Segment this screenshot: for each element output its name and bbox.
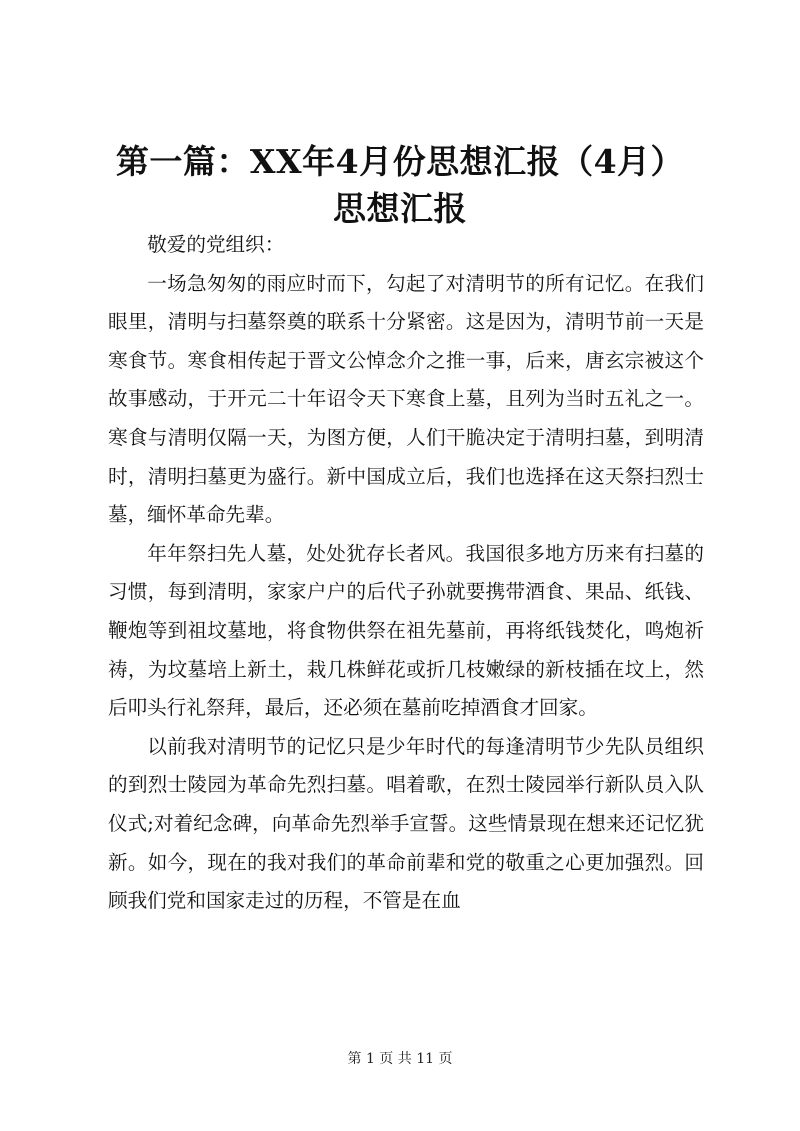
- document-body: [108, 226, 704, 921]
- paragraph: 以前我对清明节的记忆只是少年时代的每逢清明节少先队员组织的到烈士陵园为革命先烈扫墓。唱着歌，在烈士陵园举行新队员入队仪式;对着纪念碑，向革命先烈举手宣誓。这些情景现在想来还记忆犹新。如今，现在的我对我们的革命前辈和党的敬重之心更加强烈。回顾我们党和国家走过的历程，不管是在血: [108, 734, 704, 913]
- paragraph: 年年祭扫先人墓，处处犹存长者风。我国很多地方历来有扫墓的习惯，每到清明，家家户户的后代子孙就要携带酒食、果品、纸钱、鞭炮等到祖坟墓地，将食物供祭在祖先墓前，再将纸钱焚化，鸣炮祈祷，为坟墓培上新土，栽几株鲜花或折几枝嫩绿的新枝插在坟上，然后叩头行礼祭拜，最后，还必须在墓前吃掉酒食才回家。: [108, 541, 704, 720]
- document-title: 第一篇：XX年4月份思想汇报（4月）思想汇报: [115, 142, 685, 228]
- page-footer: 第 1 页 共 11 页: [347, 1051, 453, 1067]
- salutation: 敬爱的党组织：: [147, 233, 285, 256]
- paragraph: 一场急匆匆的雨应时而下，勾起了对清明节的所有记忆。在我们眼里，清明与扫墓祭奠的联系十分紧密。这是因为，清明节前一天是寒食节。寒食相传起于晋文公悼念介之推一事，后来，唐玄宗被这个故事感动，于开元二十年诏令天下寒食上墓，且列为当时五礼之一。寒食与清明仅隔一天，为图方便，人们干脆决定于清明扫墓，到明清时，清明扫墓更为盛行。新中国成立后，我们也选择在这天祭扫烈士墓，缅怀革命先辈。: [108, 271, 704, 527]
